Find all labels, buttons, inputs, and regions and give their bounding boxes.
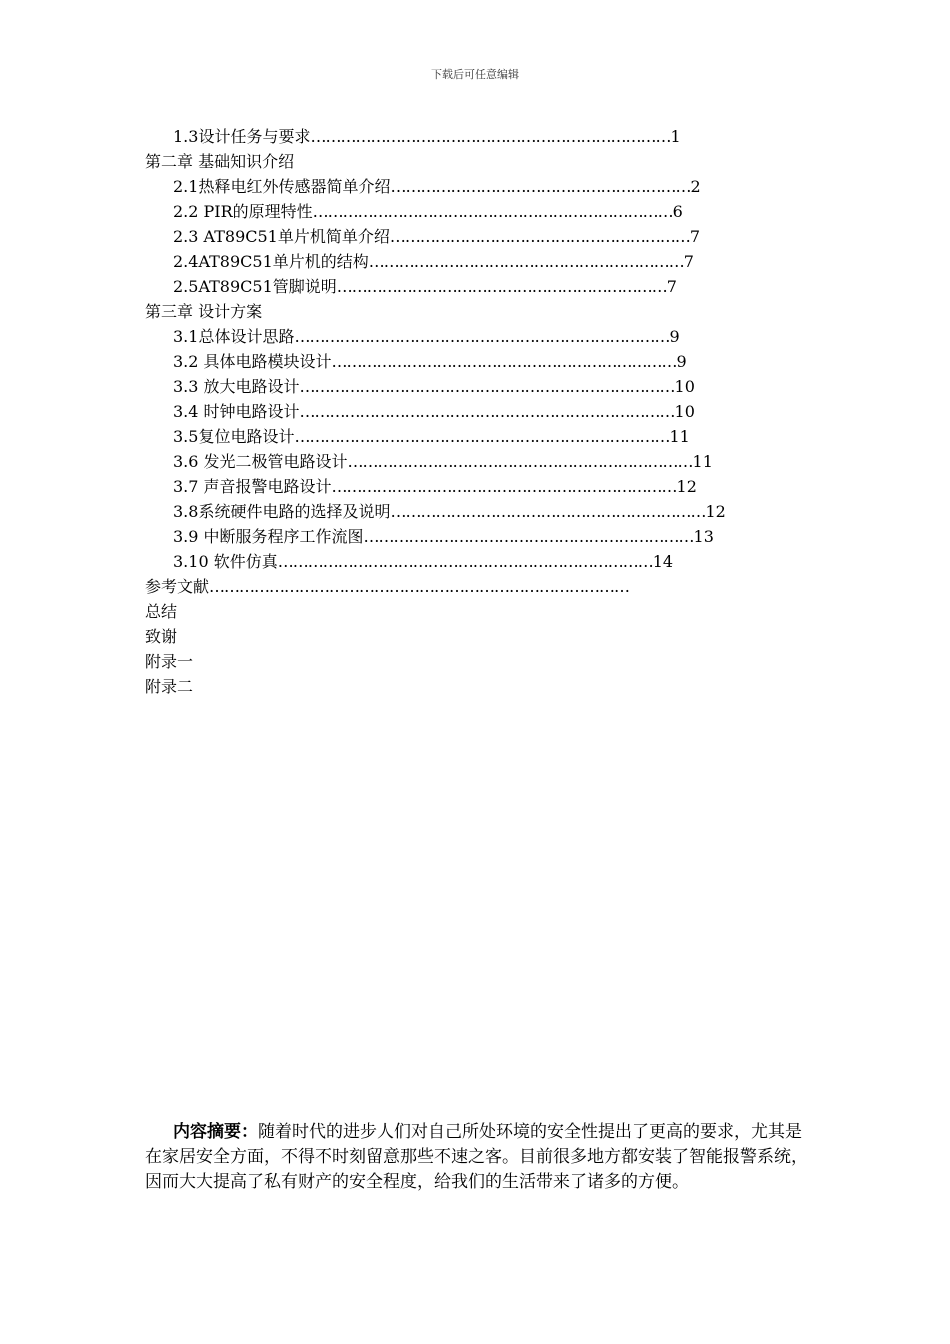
toc-entry-title: 3.1总体设计思路 [173, 327, 295, 346]
toc-section-entry [145, 374, 805, 399]
toc-entry-title: 2.1热释电红外传感器简单介绍 [173, 177, 391, 196]
toc-page-number: 9 [669, 327, 680, 346]
toc-page-number: 7 [683, 252, 694, 271]
toc-leader-dots: ……………………………………………………………… [310, 127, 671, 146]
toc-section-entry [145, 474, 805, 499]
page-header: 下载后可任意编辑 [431, 68, 519, 81]
toc-section-entry [145, 399, 805, 424]
toc-page-number: 12 [705, 502, 726, 521]
toc-entry-title: 参考文献 [145, 577, 210, 596]
toc-leader-dots: ……………………………………………………………… [312, 202, 673, 221]
toc-page-number: 1 [670, 127, 681, 146]
toc-entry-title: 2.2 PIR的原理特性 [173, 202, 313, 221]
toc-chapter-entry [145, 649, 805, 674]
toc-page-number: 11 [692, 452, 713, 471]
toc-entry-title: 附录二 [145, 677, 194, 696]
toc-leader-dots: ……………………………………………………… [390, 502, 706, 521]
toc-entry-title: 3.9 中断服务程序工作流图 [173, 527, 364, 546]
toc-leader-dots: …………………………………………………………… [331, 477, 677, 496]
toc-section-entry [145, 324, 805, 349]
toc-page-number: 11 [669, 427, 690, 446]
toc-entry-title: 总结 [145, 602, 178, 621]
toc-page-number: 6 [672, 202, 683, 221]
toc-section-entry [145, 349, 805, 374]
toc-section-entry [145, 274, 805, 299]
toc-chapter-entry [145, 149, 805, 174]
toc-entry-title: 3.6 发光二极管电路设计 [173, 452, 348, 471]
toc-entry-title: 3.4 时钟电路设计 [173, 402, 300, 421]
toc-page-number: 9 [676, 352, 687, 371]
toc-chapter-entry [145, 624, 805, 649]
toc-entry-title: 3.5复位电路设计 [173, 427, 295, 446]
toc-leader-dots: ………………………………………………………………… [294, 327, 670, 346]
toc-leader-dots: …………………………………………………… [390, 177, 691, 196]
toc-page-number: 2 [690, 177, 701, 196]
toc-leader-dots: …………………………………………………… [389, 227, 690, 246]
toc-leader-dots: ………………………………………………………… [363, 527, 694, 546]
toc-page-number: 12 [676, 477, 697, 496]
toc-entry-title: 2.3 AT89C51单片机简单介绍 [173, 227, 390, 246]
toc-leader-dots: ……………………………………………………… [368, 252, 684, 271]
toc-entry-title: 3.7 声音报警电路设计 [173, 477, 332, 496]
abstract-paragraph [145, 1120, 815, 1195]
toc-page-number: 10 [674, 377, 695, 396]
toc-section-entry [145, 224, 805, 249]
toc-page-number: 7 [689, 227, 701, 246]
toc-section-entry [145, 424, 805, 449]
toc-chapter-entry [145, 299, 805, 324]
toc-entry-title: 2.5AT89C51管脚说明 [173, 277, 337, 296]
toc-page-number: 13 [693, 527, 714, 546]
table-of-contents [145, 124, 805, 699]
toc-section-entry [145, 124, 805, 149]
toc-leader-dots: …………………………………………………………… [331, 352, 677, 371]
toc-page-number: 14 [652, 552, 674, 571]
toc-section-entry [145, 524, 805, 549]
toc-entry-title: 2.4AT89C51单片机的结构 [173, 252, 369, 271]
toc-page-number: 7 [666, 277, 677, 296]
toc-entry-title: 3.3 放大电路设计 [173, 377, 300, 396]
toc-chapter-entry [145, 599, 805, 624]
toc-section-entry [145, 549, 805, 574]
toc-section-entry [145, 499, 805, 524]
toc-entry-title: 致谢 [145, 627, 178, 646]
toc-section-entry [145, 174, 805, 199]
toc-entry-title: 附录一 [145, 652, 194, 671]
toc-section-entry [145, 199, 805, 224]
toc-chapter-entry [145, 674, 805, 699]
toc-leader-dots: ………………………………………………………………… [299, 402, 675, 421]
toc-leader-dots: …………………………………………………………… [347, 452, 693, 471]
abstract-label: 内容摘要： [173, 1122, 258, 1142]
toc-entry-title: 1.3设计任务与要求 [173, 127, 311, 146]
toc-leader-dots: ………………………………………………………… [336, 277, 667, 296]
abstract-body: 随着时代的进步人们对自己所处环境的安全性提出了更高的要求，尤其是在家居安全方面，不得不时刻留意那些不速之客。目前很多地方都安装了智能报警系统，因而大大提高了私有财产的安全程度，给我们的生活带来了诸多的方便。 [145, 1122, 808, 1192]
toc-entry-title: 3.8系统硬件电路的选择及说明 [173, 502, 391, 521]
toc-leader-dots: ………………………………………………………………… [294, 427, 670, 446]
toc-entry-title: 第三章 设计方案 [145, 302, 263, 321]
toc-chapter-entry [145, 574, 805, 599]
toc-section-entry [145, 249, 805, 274]
toc-leader-dots: ………………………………………………………………………… [209, 577, 630, 596]
toc-section-entry [145, 449, 805, 474]
toc-entry-title: 第二章 基础知识介绍 [145, 152, 295, 171]
toc-leader-dots: ………………………………………………………………… [299, 377, 675, 396]
toc-page-number: 10 [674, 402, 695, 421]
toc-entry-title: 3.10 软件仿真 [173, 552, 278, 571]
toc-leader-dots: ………………………………………………………………… [277, 552, 653, 571]
toc-entry-title: 3.2 具体电路模块设计 [173, 352, 332, 371]
